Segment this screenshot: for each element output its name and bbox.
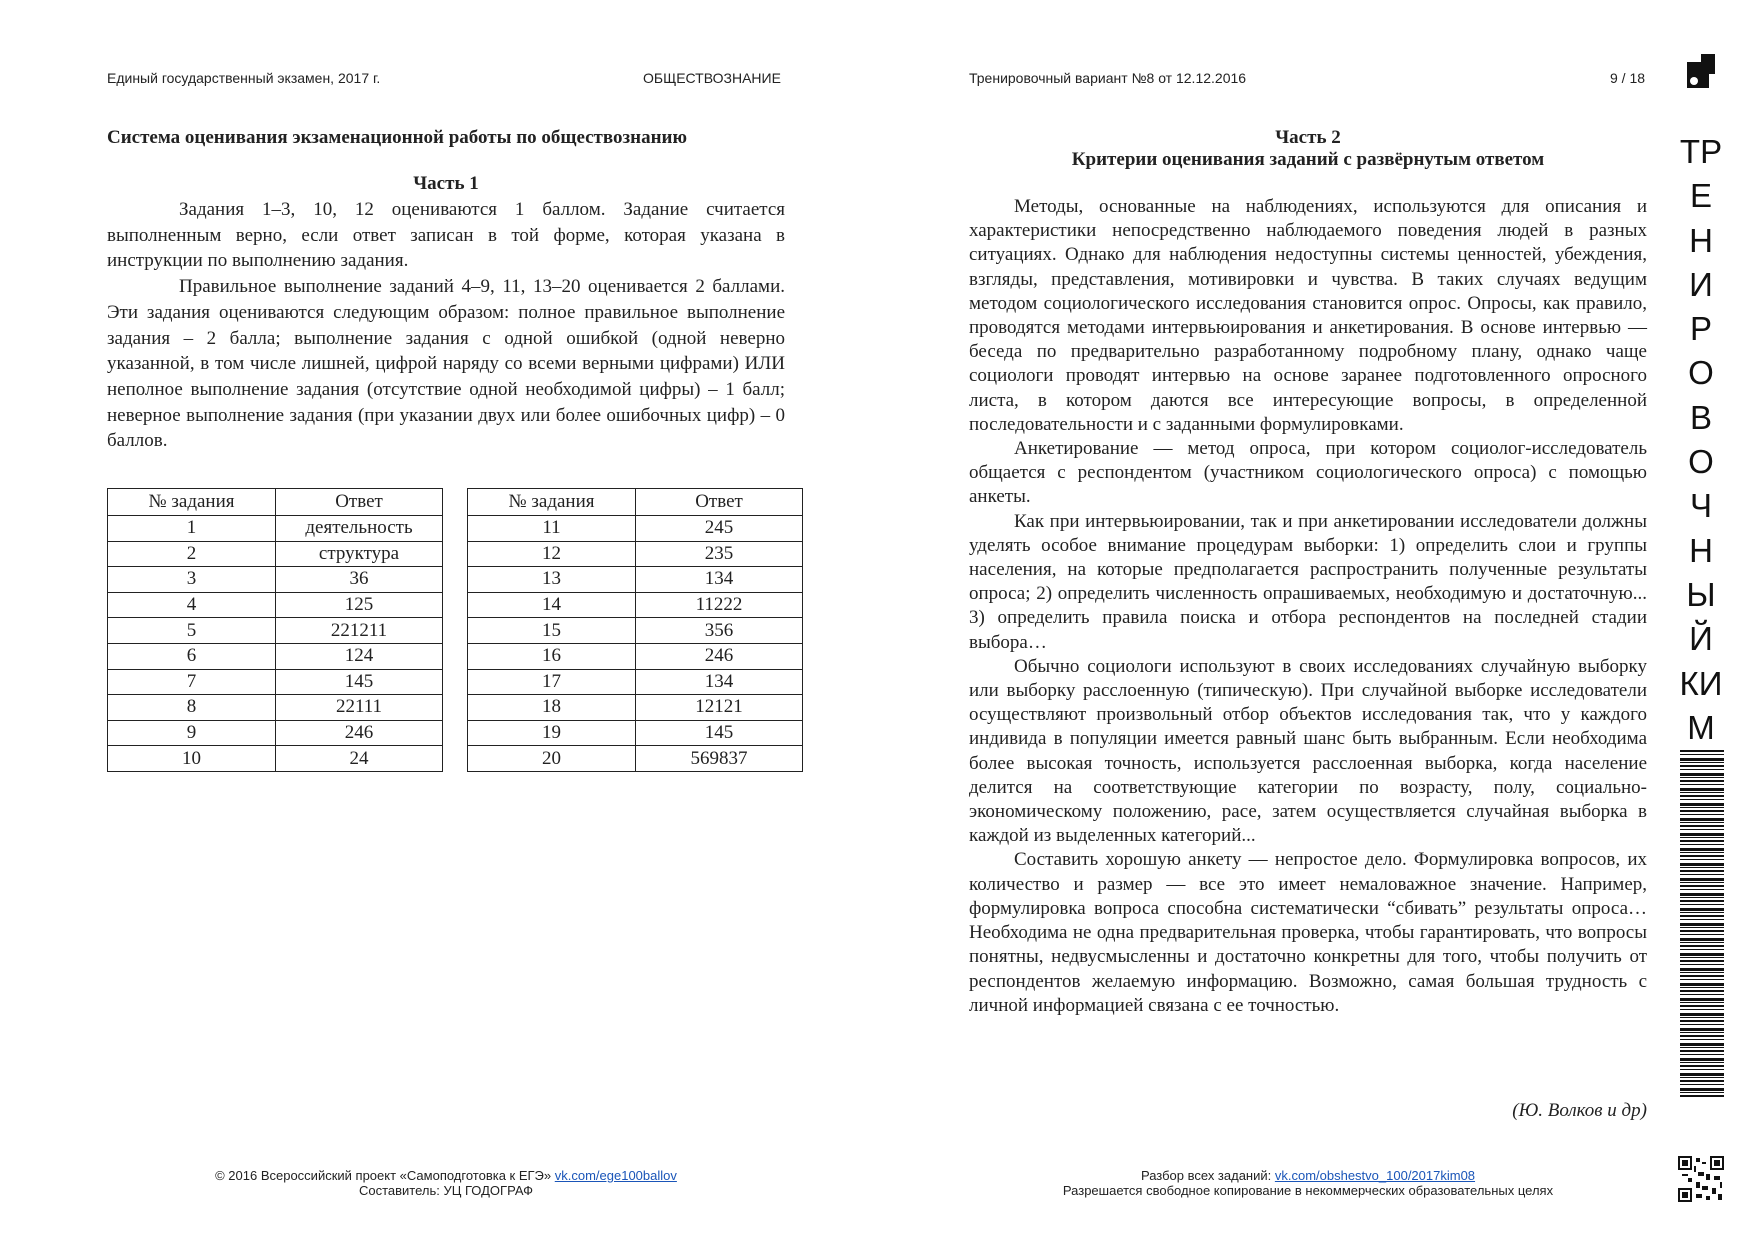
answer-cell: 11222 (636, 592, 803, 618)
task-number-cell: 4 (108, 592, 276, 618)
header-subject: ОБЩЕСТВОЗНАНИЕ (643, 70, 781, 86)
header-variant: Тренировочный вариант №8 от 12.12.2016 (969, 70, 1247, 86)
side-letter: Е (1689, 177, 1712, 215)
part1-paragraph-2: Правильное выполнение заданий 4–9, 11, 13–20 оценивается 2 баллами. Эти задания оцениваются следующим образом: полное правильное выполнение задания – 2 балла; выполнение задания с одной ошибкой (одной неверно указанной, в том числе лишней, цифрой наряду со всеми верными цифрами) ИЛИ неполное выполнение задания (отсутствие одной необходимой цифры) – 1 балл; неверное выполнение задания (при указании двух или более ошибочных цифр) – 0 баллов. (107, 276, 785, 452)
task-number-cell: 3 (108, 567, 276, 593)
table-row (108, 720, 443, 746)
table-row (108, 643, 443, 669)
side-letter: ТР (1679, 133, 1723, 170)
side-letter: Н (1689, 531, 1713, 569)
source-text (969, 195, 1647, 1018)
left-column (107, 127, 785, 454)
task-number-cell: 5 (108, 618, 276, 644)
table-row (468, 643, 803, 669)
task-number-cell: 9 (108, 720, 276, 746)
side-letter: Ч (1690, 487, 1712, 525)
answer-cell: 22111 (276, 695, 443, 721)
source-paragraph: Как при интервьюировании, так и при анкетировании исследователи должны уделять особое внимание процедурам выборки: 1) определить слои и группы населения, на которые предполагается распространить полученные результаты опроса; 2) определить численность опрашиваемых, необходимую и достаточную... 3) определить правила поиска и отбора респондентов на последней стадии выбора… (969, 510, 1647, 653)
answer-cell: 245 (636, 516, 803, 542)
side-letter: О (1688, 354, 1714, 392)
answer-cell: 125 (276, 592, 443, 618)
header-page-number: 9 / 18 (1610, 70, 1646, 86)
right-column (969, 127, 1647, 1018)
task-number-cell: 15 (468, 618, 636, 644)
answer-cell: 12121 (636, 695, 803, 721)
task-number-cell: 8 (108, 695, 276, 721)
source-attribution: (Ю. Волков и др) (1512, 1100, 1647, 1121)
task-number-cell: 6 (108, 643, 276, 669)
answer-cell: структура (276, 541, 443, 567)
table-row (108, 695, 443, 721)
table-row (468, 516, 803, 542)
logo-icon (1687, 54, 1715, 88)
task-number-cell: 11 (468, 516, 636, 542)
side-letter: М (1687, 708, 1715, 746)
task-number-cell: 17 (468, 669, 636, 695)
part1-paragraph-1: Задания 1–3, 10, 12 оцениваются 1 баллом. Задание считается выполненным верно, если ответ записан в той форме, которая указана в инструкции по выполнению задания. (107, 199, 785, 272)
task-number-cell: 13 (468, 567, 636, 593)
table-row (108, 541, 443, 567)
side-letter: Й (1689, 620, 1713, 658)
task-number-cell: 19 (468, 720, 636, 746)
column-header-task: № задания (468, 489, 636, 516)
table-header-row (468, 489, 803, 516)
column-header-answer: Ответ (276, 489, 443, 516)
footer-right (969, 1168, 1647, 1198)
side-letter: В (1689, 398, 1712, 436)
footer-analysis-link[interactable]: vk.com/obshestvo_100/2017kim08 (1274, 1168, 1476, 1183)
task-number-cell: 16 (468, 643, 636, 669)
qr-code-icon (1678, 1156, 1724, 1202)
side-letter: Ы (1686, 575, 1716, 613)
table-row (468, 618, 803, 644)
task-number-cell: 1 (108, 516, 276, 542)
task-number-cell: 10 (108, 746, 276, 772)
footer-author: Составитель: УЦ ГОДОГРАФ (358, 1183, 533, 1198)
table-row (108, 516, 443, 542)
side-letter: Р (1689, 310, 1712, 348)
side-letter: Н (1689, 221, 1713, 259)
answers-table-2 (467, 488, 803, 772)
table-row (108, 746, 443, 772)
task-number-cell: 18 (468, 695, 636, 721)
header-exam: Единый государственный экзамен, 2017 г. (107, 70, 381, 86)
footer-license: Разрешается свободное копирование в некоммерческих образовательных целях (1062, 1183, 1554, 1198)
footer-vk-link[interactable]: vk.com/ege100ballov (554, 1168, 677, 1183)
footer-copyright: © 2016 Всероссийский проект «Самоподготовка к ЕГЭ» (215, 1168, 555, 1183)
task-number-cell: 2 (108, 541, 276, 567)
task-number-cell: 14 (468, 592, 636, 618)
task-number-cell: 20 (468, 746, 636, 772)
side-letter: О (1688, 443, 1714, 481)
table-row (108, 567, 443, 593)
table-row (108, 592, 443, 618)
answer-cell: 134 (636, 669, 803, 695)
source-paragraph: Составить хорошую анкету — непростое дело. Формулировка вопросов, их количество и размер — все это имеет немаловажное значение. Например, формулировка вопроса способна систематически “сбивать” результаты опроса… Необходима не одна предварительная проверка, чтобы гарантировать, что вопросы понятны, недвусмысленны и достаточно конкретны для того, чтобы получить от респондентов желаемую информацию. Возможно, самая большая трудность с личной информацией связана с ее точностью. (969, 849, 1647, 1016)
source-paragraph: Методы, основанные на наблюдениях, используются для описания и характеристики непосредственно наблюдаемого поведения людей в разных ситуациях. Однако для наблюдения недоступны системы ценностей, убеждения, взгляды, представления, мотивировки и чувства. В таких случаях ведущим методом социологического исследования становится опрос. Опросы, как правило, проводятся методами интервьюирования и анкетирования. В основе интервью — беседа по предварительно разработанному подробному плану, однако чаще социологи проводят интервью на основе заранее подготовленного опросного листа, в котором даются все интересующие вопросы, в определенной последовательности и с заданными формулировками. (969, 196, 1647, 435)
task-number-cell: 12 (468, 541, 636, 567)
answer-cell: 246 (276, 720, 443, 746)
answer-cell: 356 (636, 618, 803, 644)
table-row (468, 720, 803, 746)
side-letter: КИ (1679, 664, 1723, 702)
part2-subtitle: Критерии оценивания заданий с развёрнутым ответом (1071, 149, 1545, 170)
answer-cell: 145 (636, 720, 803, 746)
answers-table-1 (107, 488, 443, 772)
table-header-row (108, 489, 443, 516)
table-row (468, 567, 803, 593)
barcode (1680, 750, 1724, 1098)
part1-title: Часть 1 (413, 173, 479, 194)
scoring-system-title: Система оценивания экзаменационной работы по обществознанию (107, 127, 688, 148)
answer-cell: 24 (276, 746, 443, 772)
answer-cell: 246 (636, 643, 803, 669)
footer-left (107, 1168, 785, 1198)
answer-cell: 235 (636, 541, 803, 567)
answer-cell: 569837 (636, 746, 803, 772)
table-row (468, 541, 803, 567)
footer-analysis-label: Разбор всех заданий: (1140, 1168, 1275, 1183)
answer-cell: 145 (276, 669, 443, 695)
task-number-cell: 7 (108, 669, 276, 695)
column-header-answer: Ответ (636, 489, 803, 516)
part2-title: Часть 2 (1275, 127, 1341, 148)
source-paragraph: Обычно социологи используют в своих исследованиях случайную выборку или выборку расслоенную (типическую). При случайной выборке исследователи осуществляют произвольный отбор объектов исследования так, что у каждого индивида в популяции имеется равный шанс быть выбранным. Если необходима более высокая точность, используется расслоенная выборка, когда население делится на соответствующие категории по возрасту, полу, социально-экономическому положению, расе, затем осуществляется случайная выборка в каждой из выделенных категорий... (969, 655, 1647, 847)
answer-cell: деятельность (276, 516, 443, 542)
answer-cell: 221211 (276, 618, 443, 644)
table-row (468, 669, 803, 695)
table-row (468, 695, 803, 721)
side-vertical-text (1675, 130, 1727, 750)
answer-cell: 134 (636, 567, 803, 593)
table-row (108, 669, 443, 695)
answer-cell: 124 (276, 643, 443, 669)
answer-cell: 36 (276, 567, 443, 593)
side-letter: И (1689, 265, 1713, 303)
source-paragraph: Анкетирование — метод опроса, при котором социолог-исследователь общается с респондентом (участником социологического опроса) с помощью анкеты. (969, 438, 1647, 508)
table-row (468, 592, 803, 618)
column-header-task: № задания (108, 489, 276, 516)
table-row (108, 618, 443, 644)
table-row (468, 746, 803, 772)
